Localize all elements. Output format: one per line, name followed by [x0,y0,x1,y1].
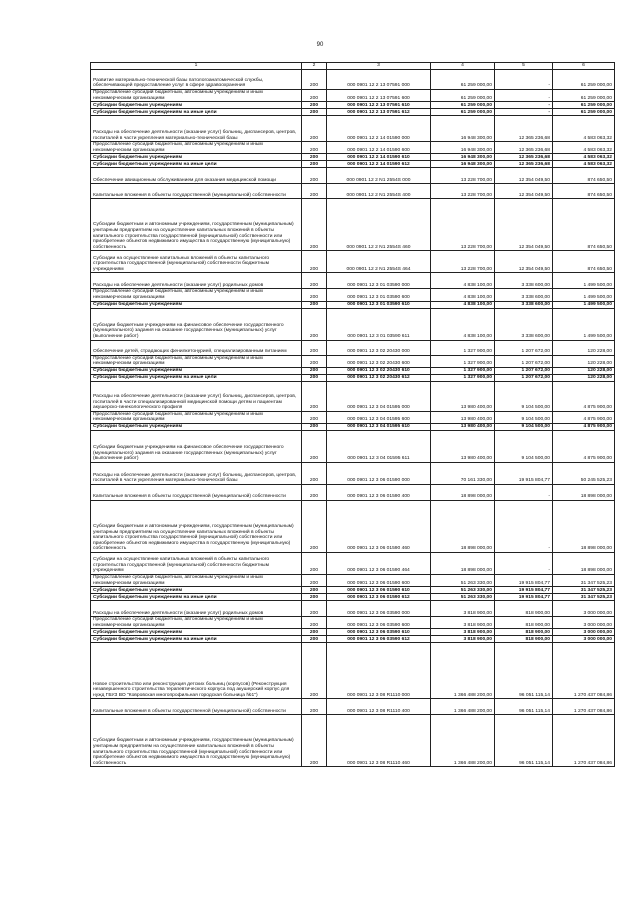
row-unexecuted-amount: 31 347 525,23 [553,587,615,594]
row-classification-code: 000 0901 12 3 06 01590 464 [327,552,431,574]
row-unexecuted-amount: 120 228,00 [553,374,615,381]
row-approved-amount: 51 263 330,00 [431,594,495,601]
row-unexecuted-amount: 1 499 500,00 [553,289,615,301]
row-code: 200 [302,462,327,484]
row-unexecuted-amount: 18 898 000,00 [553,484,615,500]
table-row [91,289,615,301]
row-description: Новое строительство или реконструкция детских больниц (корпусов) (Реконструкция незавершенного строительства терапевтического корпуса под акушерский корпус для нужд ГБУЗ ВО "Ковровская многопрофильная городская больница №1") [91,643,302,699]
row-code: 200 [302,154,327,161]
row-executed-amount: 9 104 500,00 [495,411,553,423]
row-unexecuted-amount: 120 228,00 [553,340,615,355]
row-description: Субсидии на осуществление капитальных вложений в объекты капитального строительства государственной (муниципальной) собственности бюджетным учреждениям [91,552,302,574]
row-approved-amount: 13 980 400,00 [431,423,495,430]
row-code: 200 [302,643,327,699]
row-classification-code: 000 0901 12 3 06 01590 460 [327,500,431,552]
row-executed-amount: 818 900,00 [495,629,553,636]
row-code: 200 [302,161,327,168]
row-executed-amount: 12 354 049,50 [495,168,553,184]
row-description: Расходы на обеспечение деятельности (оказание услуг) больниц, диспансеров, центров, госпиталей в части укрепления материально-технической базы [91,462,302,484]
row-approved-amount: 1 366 488 200,00 [431,715,495,767]
row-executed-amount: 3 338 600,00 [495,308,553,340]
row-unexecuted-amount: 18 898 000,00 [553,552,615,574]
row-code: 200 [302,381,327,411]
row-approved-amount: 61 259 000,00 [431,90,495,102]
row-description: Субсидии бюджетным и автономным учреждениям, государственным (муниципальным) унитарным предприятиям на осуществление капитальных вложений в объекты капитального строительства государственной (муниципальной) собственности или приобретение объектов недвижимого имущества в государственную (муниципальную) собственность [91,500,302,552]
row-approved-amount: 16 948 300,00 [431,154,495,161]
table-row [91,184,615,199]
table-row [91,154,615,161]
row-approved-amount: 13 980 400,00 [431,430,495,462]
row-approved-amount: 3 818 900,00 [431,601,495,617]
row-classification-code: 000 0901 12 3 06 01590 610 [327,587,431,594]
row-approved-amount: 18 898 000,00 [431,484,495,500]
table-row [91,109,615,116]
column-header: 5 [495,63,553,70]
column-header: 2 [302,63,327,70]
row-executed-amount: 9 104 500,00 [495,430,553,462]
row-classification-code: 000 0901 12 2 N1 2554S 400 [327,184,431,199]
row-classification-code: 000 0901 12 2 13 07591 600 [327,90,431,102]
row-approved-amount: 13 228 700,00 [431,184,495,199]
row-description: Субсидии бюджетным и автономным учреждениям, государственным (муниципальным) унитарным предприятиям на осуществление капитальных вложений в объекты капитального строительства государственной (муниципальной) собственности или приобретение объектов недвижимого имущества в государственную (муниципальную) собственность [91,199,302,251]
row-classification-code: 000 0901 12 2 14 01590 612 [327,161,431,168]
row-code: 200 [302,601,327,617]
row-executed-amount: - [495,70,553,90]
row-code: 200 [302,574,327,586]
table-row [91,715,615,767]
row-classification-code: 000 0901 12 2 13 07591 000 [327,70,431,90]
row-approved-amount: 51 263 330,00 [431,574,495,586]
row-executed-amount: 1 207 672,00 [495,374,553,381]
row-classification-code: 000 0901 12 3 06 01590 400 [327,484,431,500]
row-description: Развитие материально-технической базы патологоанатомической службы, обеспечивающей предоставление услуг в сфере здравоохранения [91,70,302,90]
row-executed-amount: 12 354 049,50 [495,184,553,199]
row-executed-amount: 818 900,00 [495,601,553,617]
row-approved-amount: 16 948 300,00 [431,142,495,154]
row-approved-amount: 18 898 000,00 [431,500,495,552]
row-description: Предоставление субсидий бюджетным, автономным учреждениям и иным некоммерческим организациям [91,289,302,301]
row-description: Субсидии бюджетным учреждениям на финансовое обеспечение государственного (муниципального) задания на оказание государственных (муниципальных) услуг (выполнение работ) [91,308,302,340]
row-unexecuted-amount: 61 259 000,00 [553,102,615,109]
row-executed-amount: 19 915 804,77 [495,462,553,484]
row-description: Предоставление субсидий бюджетным, автономным учреждениям и иным некоммерческим организациям [91,411,302,423]
page-number: 90 [316,42,324,48]
row-classification-code: 000 0901 12 2 N1 2554S 000 [327,168,431,184]
row-description: Предоставление субсидий бюджетным, автономным учреждениям и иным некоммерческим организациям [91,90,302,102]
row-approved-amount: 4 838 100,00 [431,273,495,289]
row-executed-amount: - [495,109,553,116]
row-classification-code: 000 0901 12 3 02 20430 610 [327,367,431,374]
row-description: Капитальные вложения в объекты государственной (муниципальной) собственности [91,484,302,500]
table-row [91,355,615,367]
row-unexecuted-amount: 61 259 000,00 [553,70,615,90]
row-code: 200 [302,168,327,184]
table-row [91,462,615,484]
row-executed-amount: - [495,484,553,500]
row-code: 200 [302,367,327,374]
row-code: 200 [302,629,327,636]
row-unexecuted-amount: 120 228,00 [553,355,615,367]
table-row [91,699,615,715]
row-code: 200 [302,340,327,355]
row-classification-code: 000 0901 12 2 14 01590 610 [327,154,431,161]
row-executed-amount: 3 338 600,00 [495,301,553,308]
table-row [91,629,615,636]
row-code: 200 [302,587,327,594]
row-description: Обеспечение авиационным обслуживанием для оказания медицинской помощи [91,168,302,184]
row-unexecuted-amount: 874 650,50 [553,168,615,184]
row-approved-amount: 1 366 488 200,00 [431,699,495,715]
row-description: Субсидии бюджетным учреждениям [91,587,302,594]
table-row [91,301,615,308]
row-executed-amount: 818 900,00 [495,636,553,643]
row-description: Субсидии бюджетным учреждениям на иные цели [91,161,302,168]
row-unexecuted-amount: 874 650,50 [553,184,615,199]
row-description: Предоставление субсидий бюджетным, автономным учреждениям и иным некоммерческим организациям [91,142,302,154]
row-executed-amount: 96 051 115,14 [495,643,553,699]
row-description: Капитальные вложения в объекты государственной (муниципальной) собственности [91,699,302,715]
row-classification-code: 000 0901 12 3 02 20430 612 [327,374,431,381]
row-approved-amount: 1 366 488 200,00 [431,643,495,699]
row-description: Расходы на обеспечение деятельности (оказание услуг) больниц, диспансеров, центров, госпиталей в части специализированной медицинской помощи детям и пациентам акушерско-гинекологического профиля [91,381,302,411]
row-code: 200 [302,90,327,102]
row-unexecuted-amount: 1 499 500,00 [553,273,615,289]
row-approved-amount: 13 228 700,00 [431,199,495,251]
row-code: 200 [302,715,327,767]
row-executed-amount: 12 365 236,68 [495,154,553,161]
row-unexecuted-amount: 4 875 900,00 [553,411,615,423]
row-code: 200 [302,699,327,715]
row-unexecuted-amount: 4 583 063,32 [553,142,615,154]
row-unexecuted-amount: 50 245 525,23 [553,462,615,484]
row-approved-amount: 4 838 100,00 [431,308,495,340]
row-code: 200 [302,552,327,574]
row-code: 200 [302,184,327,199]
table-row [91,199,615,251]
row-unexecuted-amount: 18 898 000,00 [553,500,615,552]
row-description: Субсидии бюджетным учреждениям [91,102,302,109]
row-executed-amount: 12 365 236,68 [495,142,553,154]
row-approved-amount: 61 259 000,00 [431,102,495,109]
row-approved-amount: 70 161 330,00 [431,462,495,484]
row-unexecuted-amount: 1 499 500,00 [553,301,615,308]
row-unexecuted-amount: 874 650,50 [553,199,615,251]
row-executed-amount: 12 365 236,68 [495,161,553,168]
row-code: 200 [302,430,327,462]
table-row [91,601,615,617]
row-approved-amount: 1 327 900,00 [431,367,495,374]
row-code: 200 [302,142,327,154]
row-code: 200 [302,617,327,629]
row-approved-amount: 4 838 100,00 [431,301,495,308]
row-classification-code: 000 0901 12 2 13 07591 610 [327,102,431,109]
row-code: 200 [302,109,327,116]
column-header: 3 [327,63,431,70]
row-description: Субсидии бюджетным учреждениям на иные цели [91,594,302,601]
row-executed-amount: 818 900,00 [495,617,553,629]
row-classification-code: 000 0901 12 2 14 01590 600 [327,142,431,154]
row-classification-code: 000 0901 12 3 06 03590 612 [327,636,431,643]
row-code: 200 [302,251,327,273]
row-code: 200 [302,308,327,340]
row-approved-amount: 13 980 400,00 [431,381,495,411]
row-executed-amount: 1 207 672,00 [495,367,553,374]
row-unexecuted-amount: 4 583 063,32 [553,116,615,142]
column-header: 1 [91,63,302,70]
row-code: 200 [302,374,327,381]
row-executed-amount: 12 354 049,50 [495,251,553,273]
row-executed-amount: 19 915 804,77 [495,574,553,586]
row-unexecuted-amount: 4 583 063,32 [553,161,615,168]
row-code: 200 [302,70,327,90]
row-unexecuted-amount: 3 000 000,00 [553,629,615,636]
column-header: 4 [431,63,495,70]
row-approved-amount: 4 838 100,00 [431,289,495,301]
row-unexecuted-amount: 4 875 900,00 [553,423,615,430]
table-row [91,594,615,601]
row-classification-code: 000 0901 12 3 06 01590 000 [327,462,431,484]
row-classification-code: 000 0901 12 3 04 01595 000 [327,381,431,411]
row-executed-amount: 3 338 600,00 [495,289,553,301]
row-unexecuted-amount: 1 270 437 084,86 [553,643,615,699]
row-executed-amount: 19 915 804,77 [495,594,553,601]
row-unexecuted-amount: 31 347 525,23 [553,594,615,601]
row-unexecuted-amount: 1 499 500,00 [553,308,615,340]
table-row [91,430,615,462]
row-description: Субсидии на осуществление капитальных вложений в объекты капитального строительства государственной (муниципальной) собственности бюджетным учреждениям [91,251,302,273]
row-description: Предоставление субсидий бюджетным, автономным учреждениям и иным некоммерческим организациям [91,355,302,367]
row-description: Субсидии бюджетным учреждениям [91,423,302,430]
row-unexecuted-amount: 874 650,50 [553,251,615,273]
row-description: Субсидии бюджетным учреждениям [91,154,302,161]
table-row [91,643,615,699]
row-executed-amount: 96 051 115,14 [495,715,553,767]
row-unexecuted-amount: 1 270 437 084,86 [553,715,615,767]
row-classification-code: 000 0901 12 3 04 01595 611 [327,430,431,462]
row-classification-code: 000 0901 12 3 01 03590 600 [327,289,431,301]
table-row [91,251,615,273]
row-description: Субсидии бюджетным учреждениям [91,301,302,308]
row-unexecuted-amount: 4 875 900,00 [553,381,615,411]
row-unexecuted-amount: 3 000 000,00 [553,601,615,617]
row-classification-code: 000 0901 12 3 01 03590 610 [327,301,431,308]
table-row [91,500,615,552]
row-description: Субсидии бюджетным и автономным учреждениям, государственным (муниципальным) унитарным предприятиям на осуществление капитальных вложений в объекты капитального строительства государственной (муниципальной) собственности или приобретение объектов недвижимого имущества в государственную (муниципальную) собственность [91,715,302,767]
row-code: 200 [302,636,327,643]
row-classification-code: 000 0901 12 3 04 01595 610 [327,423,431,430]
row-executed-amount: 9 104 500,00 [495,423,553,430]
table-row [91,168,615,184]
row-description: Расходы на обеспечение деятельности (оказание услуг) родильных домов [91,601,302,617]
row-code: 200 [302,500,327,552]
row-classification-code: 000 0901 12 3 06 01590 612 [327,594,431,601]
row-classification-code: 000 0901 12 2 N1 2554S 464 [327,251,431,273]
table-row [91,374,615,381]
row-classification-code: 000 0901 12 3 02 20430 600 [327,355,431,367]
row-classification-code: 000 0901 12 3 06 01590 600 [327,574,431,586]
row-executed-amount: 96 051 115,14 [495,699,553,715]
row-approved-amount: 3 818 900,00 [431,629,495,636]
row-executed-amount: 12 354 049,50 [495,199,553,251]
row-description: Предоставление субсидий бюджетным, автономным учреждениям и иным некоммерческим организациям [91,617,302,629]
row-description: Капитальные вложения в объекты государственной (муниципальной) собственности [91,184,302,199]
row-approved-amount: 3 818 900,00 [431,636,495,643]
row-approved-amount: 51 263 330,00 [431,587,495,594]
row-unexecuted-amount: 1 270 437 084,86 [553,699,615,715]
row-description: Субсидии бюджетным учреждениям на иные цели [91,636,302,643]
row-approved-amount: 13 228 700,00 [431,251,495,273]
row-code: 200 [302,594,327,601]
table-row [91,552,615,574]
table-row [91,587,615,594]
row-approved-amount: 18 898 000,00 [431,552,495,574]
row-description: Субсидии бюджетным учреждениям на иные цели [91,374,302,381]
row-classification-code: 000 0901 12 2 14 01590 000 [327,116,431,142]
row-executed-amount: 9 104 500,00 [495,381,553,411]
row-approved-amount: 3 818 900,00 [431,617,495,629]
row-unexecuted-amount: 4 583 063,32 [553,154,615,161]
table-row [91,367,615,374]
row-executed-amount: 3 338 600,00 [495,273,553,289]
row-executed-amount: 19 915 804,77 [495,587,553,594]
row-description: Субсидии бюджетным учреждениям [91,629,302,636]
row-classification-code: 000 0901 12 3 06 03590 610 [327,629,431,636]
row-approved-amount: 61 259 000,00 [431,109,495,116]
row-unexecuted-amount: 3 000 000,00 [553,636,615,643]
row-classification-code: 000 0901 12 3 08 R1110 400 [327,699,431,715]
row-approved-amount: 16 948 300,00 [431,161,495,168]
row-code: 200 [302,199,327,251]
row-executed-amount: - [495,90,553,102]
column-header: 6 [553,63,615,70]
table-row [91,423,615,430]
table-row [91,273,615,289]
row-unexecuted-amount: 120 228,00 [553,367,615,374]
row-executed-amount: 1 207 672,00 [495,340,553,355]
row-code: 200 [302,289,327,301]
row-executed-amount: - [495,552,553,574]
row-description: Субсидии бюджетным учреждениям на финансовое обеспечение государственного (муниципального) задания на оказание государственных (муниципальных) услуг (выполнение работ) [91,430,302,462]
table-row [91,381,615,411]
table-row [91,102,615,109]
row-classification-code: 000 0901 12 3 06 03590 600 [327,617,431,629]
row-code: 200 [302,116,327,142]
row-approved-amount: 1 327 900,00 [431,374,495,381]
table-row [91,116,615,142]
row-executed-amount: 1 207 672,00 [495,355,553,367]
row-description: Субсидии бюджетным учреждениям [91,367,302,374]
table-row [91,340,615,355]
table-row [91,617,615,629]
table-header-row [91,63,615,70]
table-row [91,308,615,340]
table-row [91,574,615,586]
row-approved-amount: 13 980 400,00 [431,411,495,423]
row-description: Расходы на обеспечение деятельности (оказание услуг) больниц, диспансеров, центров, госпиталей в части укрепления материально-технической базы [91,116,302,142]
row-description: Обеспечение детей, страдающих фенилкетонурией, специализированным питанием [91,340,302,355]
row-unexecuted-amount: 4 875 900,00 [553,430,615,462]
row-approved-amount: 13 228 700,00 [431,168,495,184]
row-classification-code: 000 0901 12 3 02 20430 000 [327,340,431,355]
row-classification-code: 000 0901 12 2 13 07591 612 [327,109,431,116]
row-classification-code: 000 0901 12 3 06 03590 000 [327,601,431,617]
row-code: 200 [302,273,327,289]
row-unexecuted-amount: 61 259 000,00 [553,90,615,102]
row-executed-amount: - [495,102,553,109]
budget-table [90,62,615,767]
row-classification-code: 000 0901 12 3 08 R1110 000 [327,643,431,699]
table-row [91,411,615,423]
table-row [91,636,615,643]
table-row [91,484,615,500]
row-description: Субсидии бюджетным учреждениям на иные цели [91,109,302,116]
row-approved-amount: 1 327 900,00 [431,355,495,367]
row-executed-amount: 12 365 236,68 [495,116,553,142]
row-code: 200 [302,355,327,367]
table-row [91,142,615,154]
row-approved-amount: 61 259 000,00 [431,70,495,90]
row-unexecuted-amount: 31 347 525,23 [553,574,615,586]
row-code: 200 [302,411,327,423]
row-code: 200 [302,484,327,500]
row-classification-code: 000 0901 12 3 08 R1110 460 [327,715,431,767]
row-unexecuted-amount: 3 000 000,00 [553,617,615,629]
table-row [91,70,615,90]
row-classification-code: 000 0901 12 3 01 03590 611 [327,308,431,340]
row-approved-amount: 1 327 900,00 [431,340,495,355]
table-row [91,90,615,102]
row-approved-amount: 16 948 300,00 [431,116,495,142]
row-executed-amount: - [495,500,553,552]
row-description: Расходы на обеспечение деятельности (оказание услуг) родильных домов [91,273,302,289]
row-code: 200 [302,102,327,109]
row-unexecuted-amount: 61 259 000,00 [553,109,615,116]
row-description: Предоставление субсидий бюджетным, автономным учреждениям и иным некоммерческим организациям [91,574,302,586]
row-classification-code: 000 0901 12 3 04 01595 600 [327,411,431,423]
row-code: 200 [302,423,327,430]
row-classification-code: 000 0901 12 2 N1 2554S 460 [327,199,431,251]
row-classification-code: 000 0901 12 3 01 03590 000 [327,273,431,289]
row-code: 200 [302,301,327,308]
table-row [91,161,615,168]
